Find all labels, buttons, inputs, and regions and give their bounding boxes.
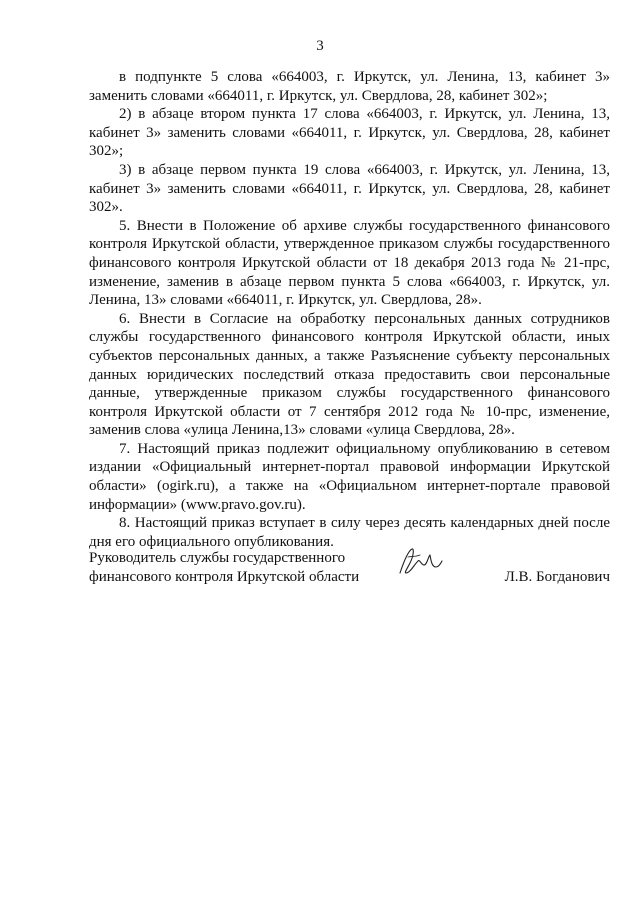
paragraph-item-2: 2) в абзаце втором пункта 17 слова «664003, г. Иркутск, ул. Ленина, 13, кабинет 3» заменить словами «664011, г. Иркутск, ул. Свердлова, 28, кабинет 302»; [89,106,610,160]
paragraph-item-8: 8. Настоящий приказ вступает в силу через десять календарных дней после дня его официального опубликования. [89,515,610,550]
document-body [89,68,610,551]
paragraph-subitem-5: в подпункте 5 слова «664003, г. Иркутск, ул. Ленина, 13, кабинет 3» заменить словами «664011, г. Иркутск, ул. Свердлова, 28, кабинет 302»; [89,69,610,104]
signature-block [89,549,610,599]
paragraph-item-6: 6. Внести в Согласие на обработку персональных данных сотрудников службы государственного финансового контроля Иркутской области, иных субъектов персональных данных, а также Разъяснение субъекту персональных данных юридических последствий отказа предоставить свои персональные данные, утвержденные приказом службы государственного финансового контроля Иркутской области от 7 сентября 2012 года № 10-прс, изменение, заменив слова «улица Ленина,13» словами «улица Свердлова, 28». [89,310,610,439]
paragraph-item-7: 7. Настоящий приказ подлежит официальному опубликованию в сетевом издании «Официальный интернет-портал правовой информации Иркутской области» (ogirk.ru), а также на «Официальном интернет-портале правовой информации» (www.pravo.gov.ru). [89,440,610,513]
signatory-position [89,549,389,587]
handwritten-signature [394,543,444,583]
signatory-name: Л.В. Богданович [504,569,610,585]
signatory-position-line-1: Руководитель службы государственного [89,550,346,566]
page-number: 3 [316,38,324,54]
signatory-position-line-2: финансового контроля Иркутской области [89,569,360,585]
paragraph-item-5: 5. Внести в Положение об архиве службы государственного финансового контроля Иркутской области, утвержденное приказом службы государственного финансового контроля Иркутской области от 18 декабря 2013 года № 21-прс, изменение, заменив в абзаце первом пункта 5 слова «664003, г. Иркутск, ул. Ленина, 13» словами «664011, г. Иркутск, ул. Свердлова, 28». [89,217,610,309]
paragraph-item-3: 3) в абзаце первом пункта 19 слова «664003, г. Иркутск, ул. Ленина, 13, кабинет 3» заменить словами «664011, г. Иркутск, ул. Свердлова, 28, кабинет 302». [89,161,610,216]
